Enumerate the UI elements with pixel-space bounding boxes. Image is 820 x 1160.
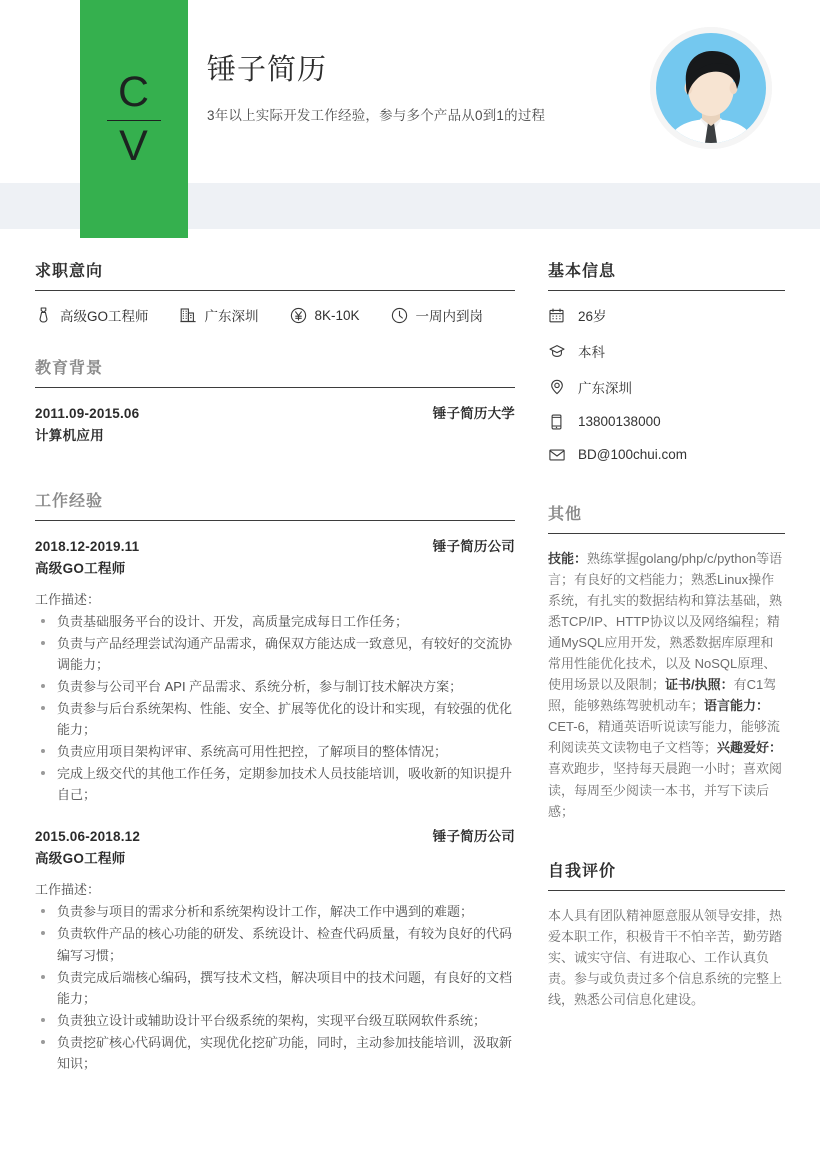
section-divider bbox=[35, 290, 515, 291]
section-job-intent bbox=[35, 258, 515, 325]
education-major: 计算机应用 bbox=[35, 428, 104, 443]
left-column bbox=[0, 240, 548, 1080]
section-heading-education: 教育背景 bbox=[35, 360, 104, 377]
section-divider bbox=[35, 520, 515, 521]
cv-divider bbox=[107, 120, 161, 121]
work-role: 高级GO工程师 bbox=[35, 851, 126, 867]
work-desc-label: 工作描述： bbox=[35, 882, 101, 898]
work-bullet: 完成上级交代的其他工作任务，定期参加技术人员技能培训，吸收新的知识提升自己； bbox=[35, 763, 515, 805]
cv-logo-bar bbox=[80, 0, 188, 238]
avatar bbox=[650, 27, 772, 149]
section-heading-other: 其他 bbox=[548, 506, 583, 523]
basic-info-email bbox=[548, 446, 785, 463]
job-intent-location-label: 广东深圳 bbox=[204, 309, 259, 324]
right-column bbox=[548, 240, 820, 1080]
work-bullet: 负责应用项目架构评审、系统高可用性把控，了解项目的整体情况； bbox=[35, 741, 515, 762]
work-desc-label: 工作描述： bbox=[35, 592, 101, 607]
basic-info-email-label: BD@100chui.com bbox=[578, 447, 688, 462]
work-bullet: 负责完成后端核心编码，撰写技术文档，解决项目中的技术问题，有良好的文档能力； bbox=[35, 967, 515, 1009]
work-bullet: 负责与产品经理尝试沟通产品需求，确保双方能达成一致意见，有较好的交流协调能力； bbox=[35, 633, 515, 675]
education-period: 2011.09-2015.06 bbox=[35, 406, 140, 421]
envelope-icon bbox=[548, 446, 565, 463]
other-entry-label: 技能： bbox=[548, 551, 588, 566]
basic-info-phone-label: 13800138000 bbox=[578, 414, 661, 429]
other-entry-text: 喜欢跑步，坚持每天晨跑一小时；喜欢阅读，每周至少阅读一本书，并写下读后感； bbox=[548, 761, 783, 819]
work-bullet: 负责软件产品的核心功能的研发、系统设计、检查代码质量，有较为良好的代码编写习惯； bbox=[35, 923, 515, 965]
job-intent-row bbox=[35, 305, 515, 325]
job-intent-availability bbox=[391, 305, 484, 325]
phone-icon bbox=[548, 413, 565, 430]
section-other bbox=[548, 501, 785, 822]
other-entry-text: CET-6，精通英语听说读写能力，能够流利阅读英文读物电子文档等； bbox=[548, 719, 780, 756]
work-bullet: 负责独立设计或辅助设计平台级系统的架构，实现平台级互联网软件系统； bbox=[35, 1010, 515, 1031]
other-entry-label: 兴趣爱好： bbox=[717, 740, 783, 756]
calendar-icon bbox=[548, 307, 565, 324]
section-work-experience bbox=[35, 488, 515, 1074]
other-content bbox=[548, 548, 785, 822]
work-role: 高级GO工程师 bbox=[35, 561, 126, 576]
work-company: 锤子简历公司 bbox=[432, 539, 515, 554]
section-self-evaluation bbox=[548, 858, 785, 1010]
other-entry-text: 有C1驾照，能够熟练驾驶机动车； bbox=[548, 677, 777, 714]
job-intent-location bbox=[180, 305, 259, 325]
work-period: 2018.12-2019.11 bbox=[35, 539, 140, 554]
work-entry-row bbox=[35, 535, 515, 555]
work-bullet: 负责基础服务平台的设计、开发，高质量完成每日工作任务； bbox=[35, 611, 515, 632]
self-evaluation-text: 本人具有团队精神愿意服从领导安排，热爱本职工作，积极肯干不怕辛苦，勤劳踏实、诚实守信、有进取心、工作认真负责。参与或负责过多个信息系统的完整上线，熟悉公司信息化建设。 bbox=[548, 907, 783, 1007]
work-entry bbox=[35, 535, 515, 805]
location-pin-icon bbox=[548, 379, 565, 396]
job-intent-salary-label: 8K-10K bbox=[314, 307, 360, 323]
other-entry bbox=[548, 551, 782, 692]
basic-info-list bbox=[548, 305, 785, 463]
basic-info-education-label: 本科 bbox=[578, 345, 605, 360]
work-bullet: 负责挖矿核心代码调优，实现优化挖矿功能，同时，主动参加技能培训，汲取新知识； bbox=[35, 1032, 515, 1074]
other-entry-label: 语言能力： bbox=[704, 698, 770, 714]
header-tagline: 3年以上实际开发工作经验，参与多个产品从0到1的过程 bbox=[207, 108, 546, 124]
section-divider bbox=[35, 387, 515, 388]
work-bullet: 负责参与项目的需求分析和系统架构设计工作，解决工作中遇到的难题； bbox=[35, 901, 515, 922]
job-intent-position-label: 高级GO工程师 bbox=[60, 309, 149, 324]
clock-icon bbox=[391, 307, 408, 324]
basic-info-age-label: 26岁 bbox=[578, 309, 607, 324]
education-entry bbox=[35, 402, 515, 444]
work-company: 锤子简历公司 bbox=[432, 829, 515, 845]
basic-info-location bbox=[548, 377, 785, 397]
resume-content bbox=[0, 240, 820, 1080]
job-intent-position bbox=[35, 305, 149, 325]
education-school: 锤子简历大学 bbox=[432, 406, 515, 421]
work-bullet: 负责参与公司平台 API 产品需求、系统分析，参与制订技术解决方案； bbox=[35, 676, 515, 697]
resume-header bbox=[0, 0, 820, 240]
section-heading-job-intent: 求职意向 bbox=[35, 263, 104, 280]
tie-icon bbox=[35, 307, 52, 324]
header-text-block bbox=[207, 52, 545, 124]
work-bullet: 负责参与后台系统架构、性能、安全、扩展等优化的设计和实现，有较强的优化能力； bbox=[35, 698, 515, 740]
work-period: 2015.06-2018.12 bbox=[35, 829, 141, 845]
section-heading-self-evaluation: 自我评价 bbox=[548, 862, 617, 880]
section-heading-work: 工作经验 bbox=[35, 493, 104, 510]
work-bullets bbox=[35, 611, 515, 805]
work-entry-row bbox=[35, 825, 515, 845]
basic-info-location-label: 广东深圳 bbox=[578, 381, 632, 396]
section-divider bbox=[548, 890, 785, 891]
graduation-cap-icon bbox=[548, 343, 565, 360]
section-basic-info bbox=[548, 258, 785, 463]
job-intent-salary bbox=[290, 307, 360, 324]
other-entry-text: 熟练掌握golang/php/c/python等语言；有良好的文档能力；熟悉Linux操作系统，有扎实的数据结构和算法基础，熟悉TCP/IP、HTTP协议以及网络编程；精通MySQL应用开发，熟悉数据库原理和常用性能优化技术，以及 NoSQL原理、使用场景以及限制； bbox=[548, 551, 783, 693]
basic-info-education bbox=[548, 341, 785, 361]
other-entry-label: 证书/执照： bbox=[665, 677, 734, 693]
yen-icon bbox=[290, 307, 307, 324]
job-intent-availability-label: 一周内到岗 bbox=[415, 309, 484, 324]
cv-letter-v: V bbox=[119, 121, 149, 170]
page-title: 锤子简历 bbox=[207, 54, 328, 86]
section-heading-basic-info: 基本信息 bbox=[548, 263, 617, 280]
work-bullets bbox=[35, 901, 515, 1073]
basic-info-age bbox=[548, 305, 785, 325]
basic-info-phone bbox=[548, 413, 785, 430]
cv-letter-c: C bbox=[117, 67, 151, 116]
building-icon bbox=[180, 307, 197, 324]
work-entry bbox=[35, 825, 515, 1073]
section-divider bbox=[548, 533, 785, 534]
section-divider bbox=[548, 290, 785, 291]
section-education bbox=[35, 355, 515, 444]
education-entry-row bbox=[35, 402, 515, 422]
